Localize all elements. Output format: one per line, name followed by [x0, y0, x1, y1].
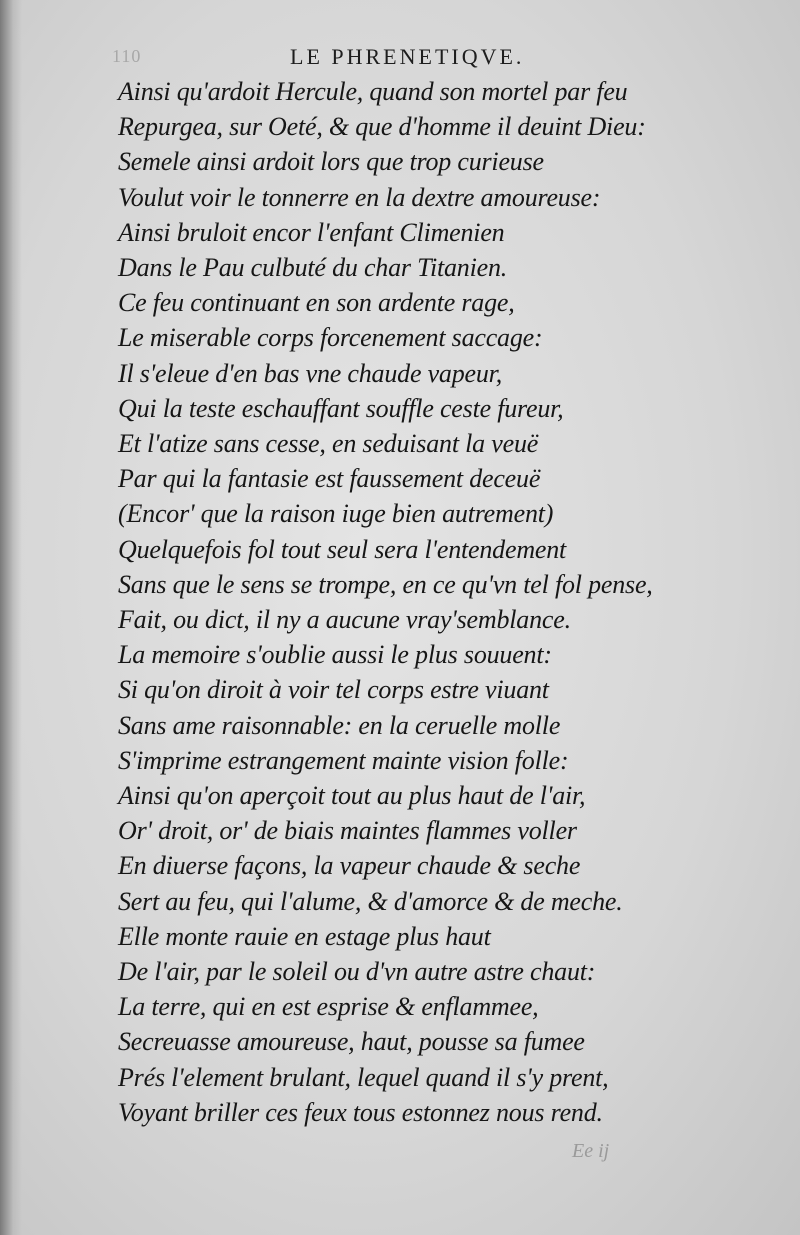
verse-line: Sans ame raisonnable: en la ceruelle molle: [118, 710, 561, 740]
verse-line: Ce feu continuant en son ardente rage,: [118, 288, 515, 318]
verse-line: Par qui la fantasie est faussement deceuë: [118, 464, 541, 494]
verse-line: En diuerse façons, la vapeur chaude & seche: [118, 851, 581, 881]
verse-line: Le miserable corps forcenement saccage:: [118, 323, 543, 353]
verse-line: Or' droit, or' de biais maintes flammes voller: [118, 816, 577, 846]
verse-line: Voyant briller ces feux tous estonnez nous rend.: [118, 1097, 603, 1127]
verse-line: Si qu'on diroit à voir tel corps estre viuant: [118, 675, 549, 705]
verse-line: De l'air, par le soleil ou d'vn autre astre chaut:: [118, 957, 596, 987]
verse-line: Ainsi bruloit encor l'enfant Climenien: [118, 217, 505, 247]
verse-line: Semele ainsi ardoit lors que trop curieuse: [118, 147, 544, 177]
verse-line: Il s'eleue d'en bas vne chaude vapeur,: [118, 358, 502, 388]
verse-line: Voulut voir le tonnerre en la dextre amoureuse:: [118, 182, 601, 212]
verse-line: Elle monte rauie en estage plus haut: [118, 921, 491, 951]
verse-line: Secreuasse amoureuse, haut, pousse sa fumee: [118, 1027, 585, 1057]
verse-line: La terre, qui en est esprise & enflammee,: [118, 992, 539, 1022]
running-head: LE PHRENETIQVE.: [290, 44, 525, 69]
verse-line: S'imprime estrangement mainte vision folle:: [118, 745, 569, 775]
verse-line: Ainsi qu'on aperçoit tout au plus haut de l'air,: [118, 781, 586, 811]
verse-line: La memoire s'oublie aussi le plus souuent:: [118, 640, 552, 670]
verse-line: Prés l'element brulant, lequel quand il s'y prent,: [118, 1062, 609, 1092]
verse-line: Repurgea, sur Oeté, & que d'homme il deuint Dieu:: [118, 112, 646, 142]
verse-line: (Encor' que la raison iuge bien autrement): [118, 499, 554, 529]
verse-line: Qui la teste eschauffant souffle ceste fureur,: [118, 393, 564, 423]
verse-line: Sans que le sens se trompe, en ce qu'vn tel fol pense,: [118, 569, 653, 599]
verse-block: [118, 74, 658, 1130]
verse-line: Ainsi qu'ardoit Hercule, quand son mortel par feu: [118, 77, 628, 106]
verse-line: Quelquefois fol tout seul sera l'entendement: [118, 534, 567, 564]
show-through-text: [640, 95, 800, 1155]
signature-mark: Ee ij: [572, 1140, 610, 1162]
page-gutter: [0, 0, 22, 1235]
verse-line: Sert au feu, qui l'alume, & d'amorce & de meche.: [118, 886, 623, 916]
page-number: 110: [112, 46, 142, 66]
verse-line: Et l'atize sans cesse, en seduisant la veuë: [118, 429, 539, 459]
verse-line: Fait, ou dict, il ny a aucune vray'semblance.: [118, 605, 571, 635]
verse-line: Dans le Pau culbuté du char Titanien.: [118, 253, 508, 283]
